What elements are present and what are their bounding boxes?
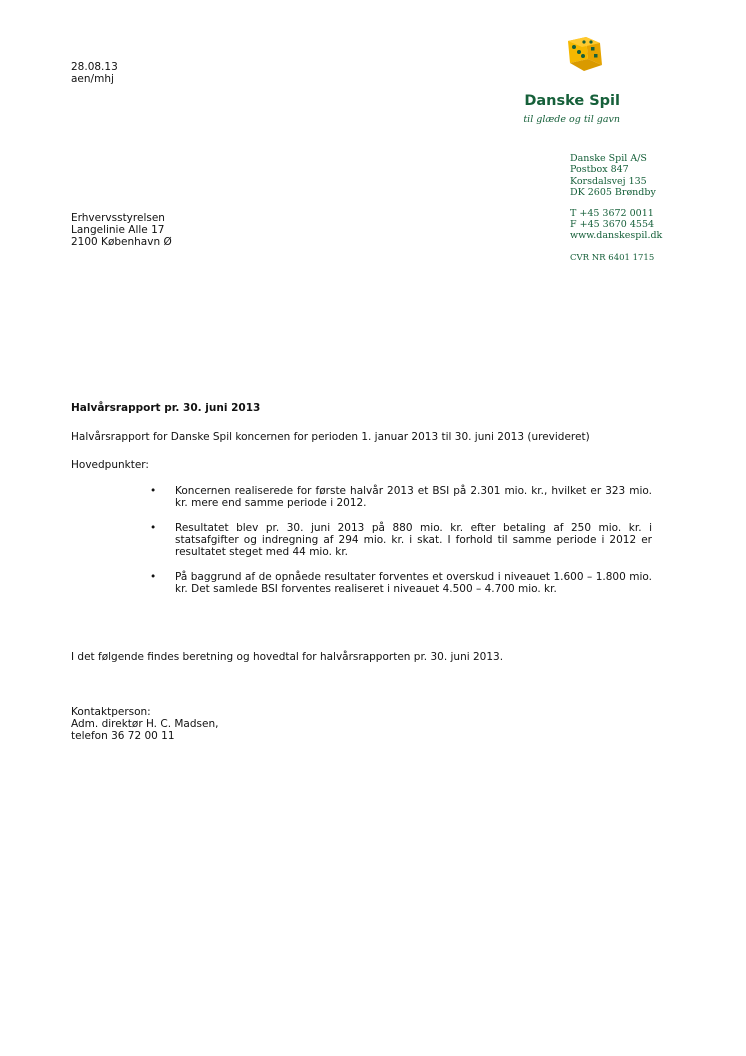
brand-name: Danske Spil — [524, 93, 620, 109]
list-item-text: Resultatet blev pr. 30. juni 2013 på 880 mio. kr. efter betaling af 250 mio. kr. i statsafgifter og indregning af 294 mio. kr. i skat. I forhold til samme periode i 2012 er resultatet steget med 44 mio. kr. — [175, 522, 652, 558]
contact-label: Kontaktperson: — [71, 706, 151, 718]
company-fax: F +45 3670 4554 — [570, 219, 655, 231]
bullet-icon: • — [150, 571, 157, 583]
brand-tagline: til glæde og til gavn — [523, 114, 620, 125]
contact-person: Adm. direktør H. C. Madsen, — [71, 718, 219, 730]
list-item — [150, 485, 652, 509]
bullet-icon: • — [150, 522, 157, 534]
company-web-link[interactable]: www.danskespil.dk — [570, 230, 663, 242]
closing-text: I det følgende findes beretning og hovedtal for halvårsrapporten pr. 30. juni 2013. — [71, 651, 504, 663]
company-street: Korsdalsvej 135 — [570, 175, 647, 187]
list-item — [150, 571, 652, 595]
hovedpunkter-label: Hovedpunkter: — [71, 459, 149, 471]
recipient-name: Erhvervsstyrelsen — [71, 212, 165, 224]
company-name: Danske Spil A/S — [570, 153, 647, 164]
recipient-address — [71, 212, 172, 248]
letter-reference: aen/mhj — [71, 73, 114, 85]
bullet-icon: • — [150, 485, 157, 497]
list-item — [150, 522, 652, 558]
dice-logo-icon — [564, 33, 604, 77]
key-points-list — [150, 485, 652, 608]
company-city: DK 2605 Brøndby — [570, 187, 656, 199]
letter-date: 28.08.13 — [71, 61, 118, 73]
recipient-street: Langelinie Alle 17 — [71, 224, 165, 236]
list-item-text: På baggrund af de opnåede resultater forventes et overskud i niveauet 1.600 – 1.800 mio. kr. Det samlede BSI forventes realiseret i niveauet 4.500 – 4.700 mio. kr. — [175, 571, 652, 595]
company-info — [570, 153, 662, 264]
contact-block — [71, 706, 218, 742]
company-postbox: Postbox 847 — [570, 164, 629, 176]
document-title: Halvårsrapport pr. 30. juni 2013 — [71, 402, 261, 414]
letter-meta — [71, 61, 118, 85]
list-item-text: Koncernen realiserede for første halvår 2013 et BSI på 2.301 mio. kr., hvilket er 323 mio. kr. mere end samme periode i 2012. — [175, 485, 652, 509]
recipient-city: 2100 København Ø — [71, 236, 172, 248]
company-phone: T +45 3672 0011 — [570, 207, 654, 219]
intro-text: Halvårsrapport for Danske Spil koncernen for perioden 1. januar 2013 til 30. juni 2013 (urevideret) — [71, 431, 590, 443]
company-cvr: CVR NR 6401 1715 — [570, 252, 655, 263]
contact-phone: telefon 36 72 00 11 — [71, 730, 175, 742]
